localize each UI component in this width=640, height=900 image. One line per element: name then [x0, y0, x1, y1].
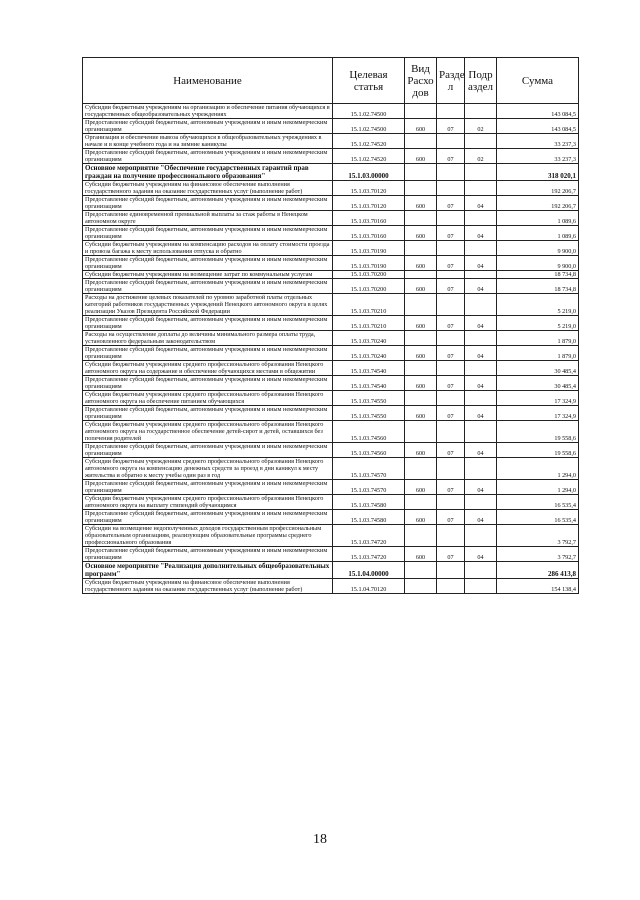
row-sum: 9 900,0 — [497, 241, 579, 256]
row-expense-type — [405, 294, 437, 316]
row-sum: 5 219,0 — [497, 294, 579, 316]
row-subsection: 04 — [465, 547, 497, 562]
row-target-article: 15.1.03.70240 — [333, 331, 405, 346]
row-name: Предоставление субсидий бюджетным, автономным учреждениям и иным некоммерческим организациям — [83, 406, 333, 421]
row-target-article: 15.1.03.74560 — [333, 443, 405, 458]
row-expense-type — [405, 525, 437, 547]
row-section: 07 — [437, 196, 465, 211]
row-subsection: 04 — [465, 406, 497, 421]
row-target-article: 15.1.02.74500 — [333, 104, 405, 119]
table-row — [83, 406, 579, 421]
row-subsection: 04 — [465, 196, 497, 211]
table-row — [83, 579, 579, 594]
header-expense-type: Вид Расхо дов — [405, 58, 437, 104]
row-subsection — [465, 181, 497, 196]
row-subsection — [465, 458, 497, 480]
row-name: Предоставление субсидий бюджетным, автономным учреждениям и иным некоммерческим организациям — [83, 226, 333, 241]
row-expense-type: 600 — [405, 547, 437, 562]
row-expense-type — [405, 181, 437, 196]
row-section — [437, 241, 465, 256]
row-expense-type — [405, 134, 437, 149]
row-expense-type: 600 — [405, 226, 437, 241]
row-target-article: 15.1.03.74580 — [333, 510, 405, 525]
row-name: Субсидии бюджетным учреждениям на компенсацию расходов на оплату стоимости проезда и провоза багажа к месту использования отпуска и обратно — [83, 241, 333, 256]
row-name: Предоставление субсидий бюджетным, автономным учреждениям и иным некоммерческим организациям — [83, 119, 333, 134]
row-section: 07 — [437, 547, 465, 562]
row-name: Расходы на достижение целевых показателей по уровню заработной платы отдельных категорий работников государственных учреждений Ненецкого автономного округа в целях реализации Указов Президента Российской Федерации — [83, 294, 333, 316]
row-expense-type: 600 — [405, 196, 437, 211]
row-name: Субсидии бюджетным учреждениям на финансовое обеспечение выполнения государственного задания на оказание государственных услуг (выполнение работ) — [83, 181, 333, 196]
row-name: Предоставление субсидий бюджетным, автономным учреждениям и иным некоммерческим организациям — [83, 346, 333, 361]
row-section — [437, 211, 465, 226]
row-sum: 19 558,6 — [497, 443, 579, 458]
row-sum: 1 879,0 — [497, 331, 579, 346]
table-row — [83, 495, 579, 510]
row-name: Предоставление субсидий бюджетным, автономным учреждениям и иным некоммерческим организациям — [83, 510, 333, 525]
row-name: Основное мероприятие "Обеспечение государственных гарантий прав граждан на получение профессионального образования" — [83, 164, 333, 181]
row-target-article: 15.1.03.70200 — [333, 271, 405, 279]
table-row — [83, 241, 579, 256]
row-expense-type: 600 — [405, 119, 437, 134]
row-expense-type: 600 — [405, 376, 437, 391]
row-name: Основное мероприятие "Реализация дополнительных общеобразовательных программ" — [83, 562, 333, 579]
row-target-article: 15.1.03.74540 — [333, 361, 405, 376]
row-target-article: 15.1.03.70240 — [333, 346, 405, 361]
row-subsection: 04 — [465, 510, 497, 525]
row-name: Предоставление субсидий бюджетным, автономным учреждениям и иным некоммерческим организациям — [83, 443, 333, 458]
main-activity-row — [83, 562, 579, 579]
row-target-article: 15.1.03.70160 — [333, 211, 405, 226]
header-subsection: Подр аздел — [465, 58, 497, 104]
row-sum: 192 206,7 — [497, 181, 579, 196]
row-section: 07 — [437, 376, 465, 391]
row-section — [437, 331, 465, 346]
row-sum: 3 792,7 — [497, 547, 579, 562]
row-sum: 318 020,1 — [497, 164, 579, 181]
row-subsection: 04 — [465, 316, 497, 331]
row-target-article: 15.1.02.74500 — [333, 119, 405, 134]
row-subsection — [465, 331, 497, 346]
row-name: Субсидии бюджетным учреждениям среднего профессионального образования Ненецкого автономного округа на обеспечение питанием обучающихся — [83, 391, 333, 406]
row-name: Субсидии на возмещение недополученных доходов государственным профессиональным образовательным организациям, реализующим образовательные программы среднего профессионального образования — [83, 525, 333, 547]
row-name: Субсидии бюджетным учреждениям среднего профессионального образования Ненецкого автономного округа на государственное обеспечение детей-сирот и детей, оставшихся без попечения родителей — [83, 421, 333, 443]
row-expense-type: 600 — [405, 510, 437, 525]
row-subsection — [465, 495, 497, 510]
row-subsection: 04 — [465, 480, 497, 495]
row-name: Расходы на осуществление доплаты до величины минимального размера оплаты труда, установленного федеральным законодательством — [83, 331, 333, 346]
row-sum: 16 535,4 — [497, 510, 579, 525]
row-target-article: 15.1.03.74570 — [333, 458, 405, 480]
table-body — [83, 104, 579, 594]
row-expense-type — [405, 331, 437, 346]
page-number: 18 — [313, 832, 327, 847]
row-section — [437, 421, 465, 443]
row-expense-type: 600 — [405, 256, 437, 271]
row-name: Предоставление субсидий бюджетным, автономным учреждениям и иным некоммерческим организациям — [83, 547, 333, 562]
row-target-article: 15.1.03.74560 — [333, 421, 405, 443]
row-sum: 143 084,5 — [497, 119, 579, 134]
row-target-article: 15.1.04.70120 — [333, 579, 405, 594]
row-subsection: 04 — [465, 346, 497, 361]
row-target-article: 15.1.03.74570 — [333, 480, 405, 495]
row-subsection — [465, 241, 497, 256]
header-target-article: Целевая статья — [333, 58, 405, 104]
row-sum: 30 485,4 — [497, 376, 579, 391]
row-target-article: 15.1.03.70120 — [333, 181, 405, 196]
row-sum: 16 535,4 — [497, 495, 579, 510]
row-section — [437, 181, 465, 196]
row-expense-type: 600 — [405, 346, 437, 361]
row-name: Субсидии бюджетным учреждениям среднего профессионального образования Ненецкого автономного округа на компенсацию денежных средств за проезд в дни каникул к месту жительства и обратно к месту учебы один раз в год — [83, 458, 333, 480]
row-target-article: 15.1.03.74580 — [333, 495, 405, 510]
row-sum: 1 879,0 — [497, 346, 579, 361]
row-target-article: 15.1.02.74520 — [333, 134, 405, 149]
table-row — [83, 119, 579, 134]
row-name: Организация и обеспечение вывоза обучающихся в общеобразовательных учреждениях в начале и в конце учебного года и на зимние каникулы — [83, 134, 333, 149]
row-section — [437, 361, 465, 376]
row-target-article: 15.1.03.70210 — [333, 316, 405, 331]
row-subsection — [465, 164, 497, 181]
row-name: Предоставление субсидий бюджетным, автономным учреждениям и иным некоммерческим организациям — [83, 256, 333, 271]
table-row — [83, 480, 579, 495]
row-section — [437, 294, 465, 316]
row-sum: 1 294,0 — [497, 480, 579, 495]
row-expense-type: 600 — [405, 480, 437, 495]
row-expense-type — [405, 562, 437, 579]
row-expense-type — [405, 421, 437, 443]
row-subsection: 02 — [465, 149, 497, 164]
row-target-article: 15.1.04.00000 — [333, 562, 405, 579]
row-section: 07 — [437, 443, 465, 458]
row-subsection — [465, 421, 497, 443]
row-subsection — [465, 391, 497, 406]
row-name: Субсидии бюджетным учреждениям среднего профессионального образования Ненецкого автономного округа на выплату стипендий обучающимся — [83, 495, 333, 510]
table-row — [83, 211, 579, 226]
row-sum: 18 734,8 — [497, 271, 579, 279]
table-row — [83, 196, 579, 211]
row-target-article: 15.1.03.74550 — [333, 391, 405, 406]
row-section: 07 — [437, 510, 465, 525]
row-section: 07 — [437, 226, 465, 241]
table-row — [83, 181, 579, 196]
table-row — [83, 361, 579, 376]
row-section — [437, 579, 465, 594]
row-sum: 1 294,0 — [497, 458, 579, 480]
row-section: 07 — [437, 149, 465, 164]
row-name: Предоставление субсидий бюджетным, автономным учреждениям и иным некоммерческим организациям — [83, 480, 333, 495]
row-section: 07 — [437, 346, 465, 361]
row-subsection: 04 — [465, 279, 497, 294]
table-row — [83, 256, 579, 271]
budget-table — [82, 57, 579, 594]
table-row — [83, 421, 579, 443]
row-name: Субсидии бюджетным учреждениям на финансовое обеспечение выполнения государственного задания на оказание государственных услуг (выполнение работ) — [83, 579, 333, 594]
row-subsection — [465, 361, 497, 376]
row-name: Предоставление субсидий бюджетным, автономным учреждениям и иным некоммерческим организациям — [83, 316, 333, 331]
row-subsection — [465, 271, 497, 279]
row-subsection — [465, 134, 497, 149]
row-target-article: 15.1.03.00000 — [333, 164, 405, 181]
row-name: Предоставление субсидий бюджетным, автономным учреждениям и иным некоммерческим организациям — [83, 196, 333, 211]
header-section: Разде л — [437, 58, 465, 104]
row-sum: 192 206,7 — [497, 196, 579, 211]
table-row — [83, 316, 579, 331]
table-row — [83, 391, 579, 406]
budget-table-page — [82, 57, 578, 594]
row-target-article: 15.1.02.74520 — [333, 149, 405, 164]
row-section — [437, 134, 465, 149]
table-row — [83, 279, 579, 294]
row-section — [437, 495, 465, 510]
row-sum: 17 324,9 — [497, 406, 579, 421]
row-sum: 33 237,3 — [497, 134, 579, 149]
row-subsection: 04 — [465, 376, 497, 391]
row-section: 07 — [437, 119, 465, 134]
row-target-article: 15.1.03.74550 — [333, 406, 405, 421]
row-target-article: 15.1.03.70200 — [333, 279, 405, 294]
row-subsection — [465, 579, 497, 594]
table-row — [83, 510, 579, 525]
table-row — [83, 104, 579, 119]
row-expense-type: 600 — [405, 406, 437, 421]
row-section: 07 — [437, 256, 465, 271]
row-section — [437, 271, 465, 279]
table-row — [83, 346, 579, 361]
row-expense-type — [405, 104, 437, 119]
table-row — [83, 294, 579, 316]
row-target-article: 15.1.03.70210 — [333, 294, 405, 316]
row-expense-type: 600 — [405, 279, 437, 294]
row-subsection — [465, 211, 497, 226]
row-name: Субсидии бюджетным учреждениям среднего профессионального образования Ненецкого автономного округа на содержание и обеспечение обучающихся местами в общежитии — [83, 361, 333, 376]
table-row — [83, 443, 579, 458]
row-section — [437, 525, 465, 547]
row-name: Предоставление субсидий бюджетным, автономным учреждениям и иным некоммерческим организациям — [83, 149, 333, 164]
row-name: Предоставление субсидий бюджетным, автономным учреждениям и иным некоммерческим организациям — [83, 376, 333, 391]
row-sum: 286 413,8 — [497, 562, 579, 579]
row-name: Предоставление единовременной премиальной выплаты за стаж работы в Ненецком автономном округе — [83, 211, 333, 226]
row-sum: 9 900,0 — [497, 256, 579, 271]
row-sum: 1 089,6 — [497, 226, 579, 241]
row-expense-type: 600 — [405, 443, 437, 458]
row-section: 07 — [437, 406, 465, 421]
row-name: Предоставление субсидий бюджетным, автономным учреждениям и иным некоммерческим организациям — [83, 279, 333, 294]
row-subsection — [465, 104, 497, 119]
row-sum: 30 485,4 — [497, 361, 579, 376]
row-target-article: 15.1.03.74720 — [333, 525, 405, 547]
row-sum: 5 219,0 — [497, 316, 579, 331]
row-section: 07 — [437, 316, 465, 331]
row-expense-type — [405, 579, 437, 594]
table-header-row — [83, 58, 579, 104]
row-sum: 17 324,9 — [497, 391, 579, 406]
row-target-article: 15.1.03.70190 — [333, 256, 405, 271]
table-row — [83, 134, 579, 149]
row-expense-type — [405, 391, 437, 406]
row-expense-type: 600 — [405, 149, 437, 164]
table-row — [83, 149, 579, 164]
row-expense-type — [405, 271, 437, 279]
table-row — [83, 458, 579, 480]
table-row — [83, 331, 579, 346]
header-name: Наименование — [83, 58, 333, 104]
table-row — [83, 271, 579, 279]
row-name: Субсидии бюджетным учреждениям на возмещение затрат по коммунальным услугам — [83, 271, 333, 279]
row-sum: 143 084,5 — [497, 104, 579, 119]
row-target-article: 15.1.03.70120 — [333, 196, 405, 211]
row-section: 07 — [437, 279, 465, 294]
row-expense-type: 600 — [405, 316, 437, 331]
row-name: Субсидии бюджетным учреждениям на организацию и обеспечение питания обучающихся в государственных общеобразовательных учреждениях — [83, 104, 333, 119]
row-target-article: 15.1.03.70190 — [333, 241, 405, 256]
row-sum: 18 734,8 — [497, 279, 579, 294]
row-section — [437, 562, 465, 579]
row-expense-type — [405, 211, 437, 226]
row-sum: 3 792,7 — [497, 525, 579, 547]
row-expense-type — [405, 361, 437, 376]
header-sum: Сумма — [497, 58, 579, 104]
row-subsection — [465, 562, 497, 579]
row-subsection: 04 — [465, 443, 497, 458]
row-subsection: 02 — [465, 119, 497, 134]
main-activity-row — [83, 164, 579, 181]
row-section — [437, 391, 465, 406]
row-subsection: 04 — [465, 226, 497, 241]
row-subsection: 04 — [465, 256, 497, 271]
table-row — [83, 376, 579, 391]
row-section — [437, 104, 465, 119]
row-expense-type — [405, 458, 437, 480]
row-subsection — [465, 294, 497, 316]
table-row — [83, 547, 579, 562]
row-section — [437, 458, 465, 480]
row-sum: 1 089,6 — [497, 211, 579, 226]
row-sum: 19 558,6 — [497, 421, 579, 443]
row-target-article: 15.1.03.70160 — [333, 226, 405, 241]
table-row — [83, 525, 579, 547]
row-expense-type — [405, 241, 437, 256]
row-target-article: 15.1.03.74540 — [333, 376, 405, 391]
row-sum: 33 237,3 — [497, 149, 579, 164]
row-expense-type — [405, 495, 437, 510]
row-section — [437, 164, 465, 181]
row-target-article: 15.1.03.74720 — [333, 547, 405, 562]
row-subsection — [465, 525, 497, 547]
row-sum: 154 138,4 — [497, 579, 579, 594]
row-expense-type — [405, 164, 437, 181]
row-section: 07 — [437, 480, 465, 495]
table-row — [83, 226, 579, 241]
